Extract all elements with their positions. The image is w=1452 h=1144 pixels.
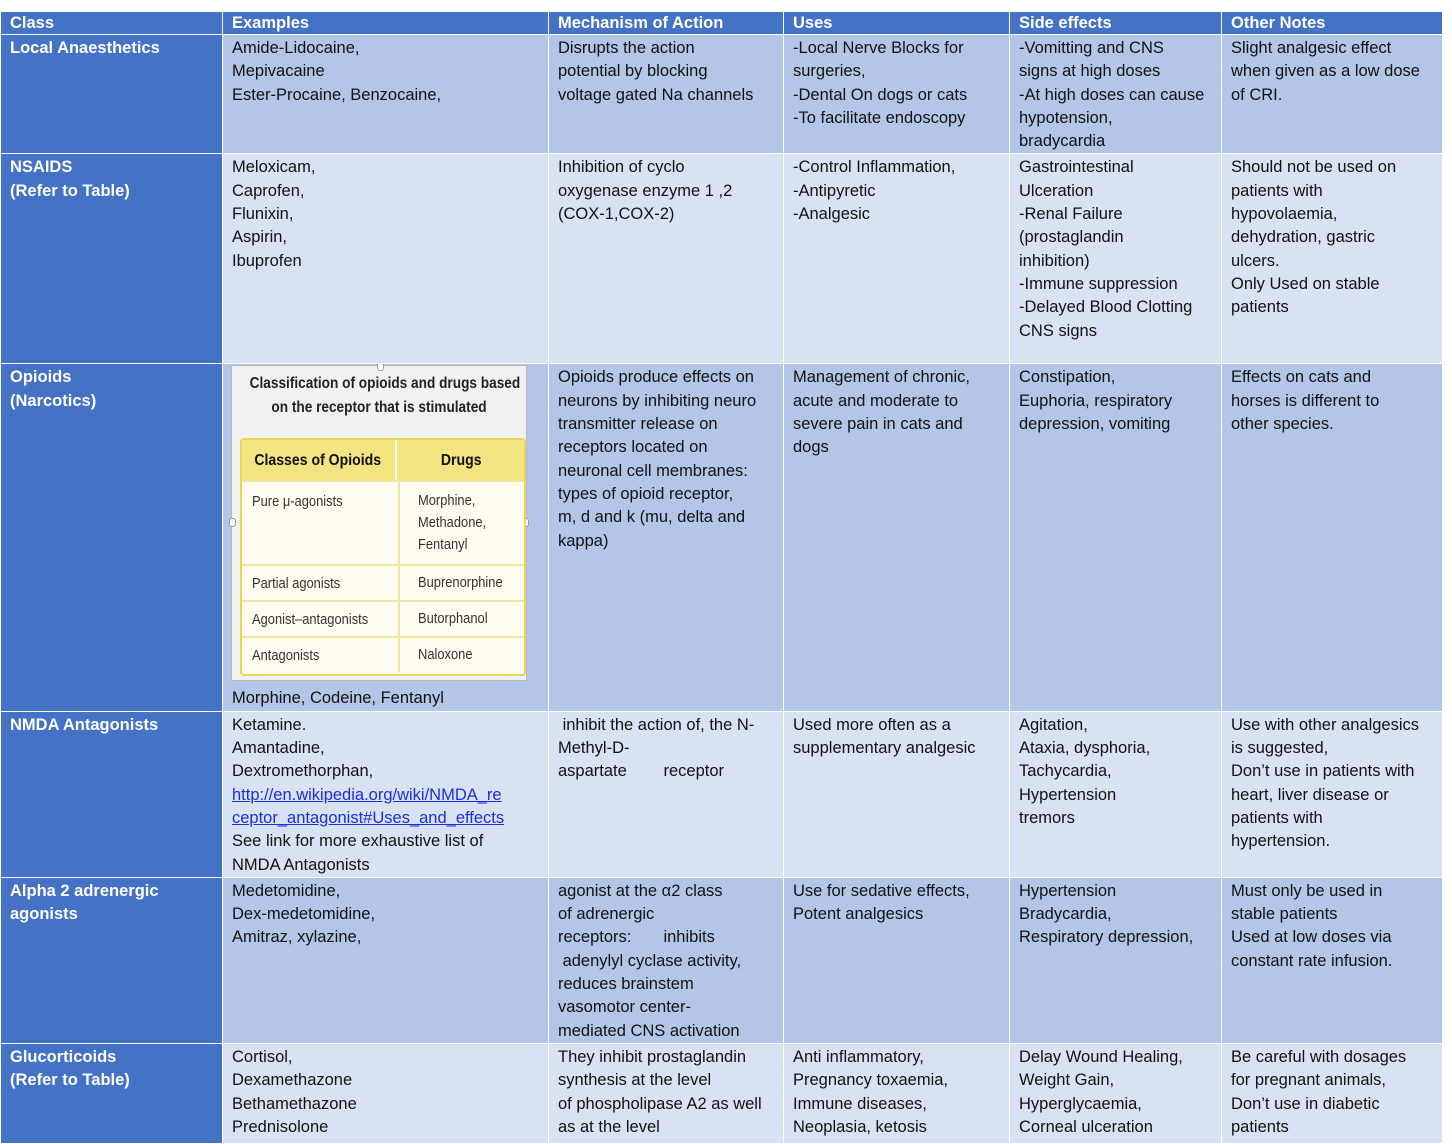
header-uses: Uses bbox=[784, 12, 1010, 35]
text-line: Use for sedative effects, bbox=[793, 881, 970, 900]
text-line: Disrupts the action bbox=[558, 39, 695, 57]
examples-text bbox=[232, 714, 539, 784]
text-line: Anti inflammatory, bbox=[793, 1047, 924, 1066]
figure-header: Classes of Opioids Drugs bbox=[242, 440, 524, 480]
table-row bbox=[1, 711, 1443, 877]
text-line: Pregnancy toxaemia, bbox=[793, 1071, 949, 1090]
text-line: Corneal ulceration bbox=[1019, 1117, 1153, 1136]
text-line: tremors bbox=[1019, 808, 1075, 827]
text-line: Hyperglycaemia, bbox=[1019, 1094, 1142, 1113]
uses-cell bbox=[784, 711, 1010, 877]
text-line: m, d and k (mu, delta and bbox=[558, 508, 746, 527]
class-cell bbox=[1, 711, 223, 877]
text-line: -Renal Failure bbox=[1019, 205, 1123, 224]
text-line: reduces brainstem bbox=[558, 975, 694, 994]
mechanism-cell bbox=[549, 711, 784, 877]
text-line: Must only be used in bbox=[1231, 881, 1383, 900]
text-line: Respiratory depression, bbox=[1019, 928, 1194, 947]
text-line: patients with bbox=[1231, 808, 1323, 827]
text-line: bradycardia bbox=[1019, 132, 1106, 151]
text-line: Effects on cats and bbox=[1231, 368, 1372, 387]
uses-cell bbox=[784, 35, 1010, 154]
drug-classes-table bbox=[0, 11, 1443, 1144]
figure-title: Classification of opioids and drugs based on the receptor that is stimulated bbox=[249, 375, 521, 417]
text-line: supplementary analgesic bbox=[793, 739, 976, 758]
opioid-classification-image bbox=[231, 365, 527, 681]
text-line: voltage gated Na channels bbox=[558, 85, 754, 104]
text-line: Use with other analgesics bbox=[1231, 715, 1420, 734]
table-row bbox=[1, 35, 1443, 154]
uses-cell bbox=[784, 1043, 1010, 1143]
text-line: -Delayed Blood Clotting bbox=[1019, 298, 1193, 317]
text-line: hypovolaemia, bbox=[1231, 205, 1338, 224]
text-line: kappa) bbox=[558, 531, 609, 550]
side-effects-cell bbox=[1010, 1043, 1222, 1143]
text-line: Aspirin, bbox=[232, 228, 288, 247]
text-line: -Antipyretic bbox=[793, 181, 876, 200]
examples-cell bbox=[223, 35, 549, 154]
text-line: patients bbox=[1231, 1117, 1289, 1136]
text-line: agonist at the α2 class bbox=[558, 881, 723, 900]
text-line: Alpha 2 adrenergic bbox=[10, 881, 159, 900]
text-line: -Vomitting and CNS bbox=[1019, 39, 1164, 57]
text-line: Delay Wound Healing, bbox=[1019, 1047, 1183, 1066]
figure-row: Antagonists Naloxone bbox=[242, 636, 524, 672]
text-line: oxygenase enzyme 1 ,2 bbox=[558, 181, 733, 200]
notes-cell bbox=[1222, 154, 1443, 364]
side-effects-cell bbox=[1010, 35, 1222, 154]
text-line: Ibuprofen bbox=[232, 251, 302, 270]
text-line: (prostaglandin bbox=[1019, 228, 1124, 247]
text-line: Methyl-D- bbox=[558, 739, 630, 758]
notes-cell bbox=[1222, 1043, 1443, 1143]
text-line: dehydration, gastric bbox=[1231, 228, 1375, 247]
text-line: other species. bbox=[1231, 415, 1334, 434]
text-line: -Control Inflammation, bbox=[793, 158, 956, 177]
class-cell bbox=[1, 1043, 223, 1143]
text-line: is suggested, bbox=[1231, 739, 1329, 758]
text-line: -Dental On dogs or cats bbox=[793, 85, 968, 104]
text-line: Agitation, bbox=[1019, 715, 1088, 734]
wikipedia-link-line-1[interactable]: http://en.wikipedia.org/wiki/NMDA_re bbox=[232, 785, 502, 804]
text-line: as at the level bbox=[558, 1117, 660, 1136]
text-line: inhibition) bbox=[1019, 251, 1090, 270]
wikipedia-link-line-2[interactable]: ceptor_antagonist#Uses_and_effects bbox=[232, 808, 505, 827]
text-line: Caprofen, bbox=[232, 181, 305, 200]
figure-row: Partial agonists Buprenorphine bbox=[242, 564, 524, 600]
side-effects-cell bbox=[1010, 154, 1222, 364]
text-line: Amantadine, bbox=[232, 739, 325, 758]
text-line: synthesis at the level bbox=[558, 1071, 712, 1090]
text-line: Glucorticoids bbox=[10, 1047, 117, 1066]
examples-cell bbox=[223, 1043, 549, 1143]
header-row bbox=[1, 12, 1443, 35]
text-line: NMDA Antagonists bbox=[232, 855, 370, 874]
examples-text bbox=[232, 687, 539, 710]
text-line: Gastrointestinal bbox=[1019, 158, 1134, 177]
mechanism-cell bbox=[549, 1043, 784, 1143]
text-line: of CRI. bbox=[1231, 85, 1283, 104]
text-line: Dex-medetomidine, bbox=[232, 905, 376, 924]
text-line: Constipation, bbox=[1019, 368, 1116, 387]
text-line: Be careful with dosages bbox=[1231, 1047, 1407, 1066]
notes-cell bbox=[1222, 877, 1443, 1043]
examples-cell bbox=[223, 364, 549, 711]
text-line: -At high doses can cause bbox=[1019, 85, 1205, 104]
text-line: -To facilitate endoscopy bbox=[793, 108, 966, 127]
text-line: -Analgesic bbox=[793, 205, 871, 224]
side-effects-cell bbox=[1010, 711, 1222, 877]
text-line: potential by blocking bbox=[558, 62, 708, 81]
text-line: neuronal cell membranes: bbox=[558, 461, 748, 480]
text-line: Local Anaesthetics bbox=[10, 39, 160, 57]
text-line: types of opioid receptor, bbox=[558, 484, 734, 503]
text-line: Management of chronic, bbox=[793, 368, 971, 387]
side-effects-cell bbox=[1010, 877, 1222, 1043]
text-line: stable patients bbox=[1231, 905, 1338, 924]
text-line: vasomotor center- bbox=[558, 998, 691, 1017]
text-line: Ester-Procaine, Benzocaine, bbox=[232, 85, 442, 104]
side-effects-cell bbox=[1010, 364, 1222, 711]
text-line: Euphoria, respiratory bbox=[1019, 391, 1173, 410]
text-line: receptors located on bbox=[558, 438, 708, 457]
text-line: Amitraz, xylazine, bbox=[232, 928, 362, 947]
text-line: Opioids bbox=[10, 368, 72, 387]
text-line: Bethamethazone bbox=[232, 1094, 357, 1113]
text-line: CNS signs bbox=[1019, 321, 1097, 340]
text-line: Opioids produce effects on bbox=[558, 368, 754, 387]
text-line: Slight analgesic effect bbox=[1231, 39, 1392, 57]
uses-cell bbox=[784, 364, 1010, 711]
text-line: Only Used on stable bbox=[1231, 274, 1380, 293]
text-line: Dexamethazone bbox=[232, 1071, 353, 1090]
text-line: Dextromethorphan, bbox=[232, 762, 374, 781]
text-line: adenylyl cyclase activity, bbox=[558, 951, 742, 970]
text-line: NSAIDS bbox=[10, 158, 73, 177]
table-row bbox=[1, 1043, 1443, 1143]
text-line: Bradycardia, bbox=[1019, 905, 1112, 924]
text-line: Mepivacaine bbox=[232, 62, 325, 81]
table-row bbox=[1, 154, 1443, 364]
text-line: Prednisolone bbox=[232, 1117, 329, 1136]
text-line: of phospholipase A2 as well bbox=[558, 1094, 762, 1113]
header-side-effects: Side effects bbox=[1010, 12, 1222, 35]
text-line: severe pain in cats and bbox=[793, 415, 963, 434]
text-line: Ulceration bbox=[1019, 181, 1094, 200]
text-line: See link for more exhaustive list of bbox=[232, 832, 484, 851]
text-line: -Local Nerve Blocks for bbox=[793, 39, 964, 57]
text-line: Used at low doses via bbox=[1231, 928, 1392, 947]
text-line: dogs bbox=[793, 438, 829, 457]
text-line: Neoplasia, ketosis bbox=[793, 1117, 927, 1136]
text-line: aspartate receptor bbox=[558, 762, 724, 781]
text-line: Weight Gain, bbox=[1019, 1071, 1115, 1090]
text-line: Hypertension bbox=[1019, 785, 1117, 804]
text-line: patients with bbox=[1231, 181, 1323, 200]
text-line: acute and moderate to bbox=[793, 391, 959, 410]
notes-cell bbox=[1222, 711, 1443, 877]
text-line: depression, vomiting bbox=[1019, 415, 1171, 434]
text-line: hypotension, bbox=[1019, 108, 1113, 127]
text-line: (Narcotics) bbox=[10, 391, 97, 410]
class-cell bbox=[1, 35, 223, 154]
text-line: ulcers. bbox=[1231, 251, 1280, 270]
text-line: (Refer to Table) bbox=[10, 181, 130, 200]
text-line: Ketamine. bbox=[232, 715, 307, 734]
text-line: (COX-1,COX-2) bbox=[558, 205, 675, 224]
text-line: horses is different to bbox=[1231, 391, 1380, 410]
text-line: Used more often as a bbox=[793, 715, 951, 734]
figure-row: Pure μ-agonists Morphine, Methadone, Fentanyl bbox=[242, 480, 524, 564]
mechanism-cell bbox=[549, 364, 784, 711]
header-class: Class bbox=[1, 12, 223, 35]
text-line: They inhibit prostaglandin bbox=[558, 1047, 747, 1066]
class-cell bbox=[1, 877, 223, 1043]
text-line: of adrenergic bbox=[558, 905, 655, 924]
uses-cell bbox=[784, 154, 1010, 364]
examples-text bbox=[232, 830, 539, 877]
text-line: (Refer to Table) bbox=[10, 1071, 130, 1090]
mechanism-cell bbox=[549, 35, 784, 154]
text-line: signs at high doses bbox=[1019, 62, 1161, 81]
header-other-notes: Other Notes bbox=[1222, 12, 1443, 35]
text-line: Tachycardia, bbox=[1019, 762, 1112, 781]
uses-cell bbox=[784, 877, 1010, 1043]
examples-cell bbox=[223, 877, 549, 1043]
text-line: receptors: inhibits bbox=[558, 928, 715, 947]
text-line: hypertension. bbox=[1231, 832, 1331, 851]
text-line: NMDA Antagonists bbox=[10, 715, 159, 734]
text-line: Inhibition of cyclo bbox=[558, 158, 685, 177]
figure-row: Agonist–antagonists Butorphanol bbox=[242, 600, 524, 636]
class-cell bbox=[1, 364, 223, 711]
text-line: inhibit the action of, the N- bbox=[558, 715, 755, 734]
text-line: Ataxia, dysphoria, bbox=[1019, 739, 1151, 758]
table-row bbox=[1, 877, 1443, 1043]
text-line: neurons by inhibiting neuro bbox=[558, 391, 757, 410]
notes-cell bbox=[1222, 364, 1443, 711]
wikipedia-link[interactable] bbox=[232, 784, 539, 831]
header-examples: Examples bbox=[223, 12, 549, 35]
text-line: Don’t use in diabetic bbox=[1231, 1094, 1380, 1113]
examples-cell bbox=[223, 711, 549, 877]
class-cell bbox=[1, 154, 223, 364]
notes-cell bbox=[1222, 35, 1443, 154]
examples-cell bbox=[223, 154, 549, 364]
text-line: Hypertension bbox=[1019, 881, 1117, 900]
text-line: for pregnant animals, bbox=[1231, 1071, 1387, 1090]
text-line: transmitter release on bbox=[558, 415, 718, 434]
text-line: when given as a low dose bbox=[1231, 62, 1420, 81]
text-line: patients bbox=[1231, 298, 1289, 317]
table-row bbox=[1, 364, 1443, 711]
text-line: Amide-Lidocaine, bbox=[232, 39, 360, 57]
text-line: constant rate infusion. bbox=[1231, 951, 1393, 970]
text-line: Don’t use in patients with bbox=[1231, 762, 1415, 781]
text-line: Should not be used on bbox=[1231, 158, 1397, 177]
text-line: Potent analgesics bbox=[793, 905, 924, 924]
text-line: surgeries, bbox=[793, 62, 866, 81]
mechanism-cell bbox=[549, 877, 784, 1043]
text-line: Cortisol, bbox=[232, 1047, 293, 1066]
text-line: Morphine, Codeine, Fentanyl bbox=[232, 689, 444, 708]
text-line: mediated CNS activation bbox=[558, 1021, 740, 1040]
text-line: -Immune suppression bbox=[1019, 274, 1178, 293]
figure-table bbox=[240, 438, 526, 676]
mechanism-cell bbox=[549, 154, 784, 364]
text-line: agonists bbox=[10, 905, 78, 924]
text-line: Medetomidine, bbox=[232, 881, 341, 900]
text-line: Flunixin, bbox=[232, 205, 294, 224]
text-line: heart, liver disease or bbox=[1231, 785, 1389, 804]
header-mechanism: Mechanism of Action bbox=[549, 12, 784, 35]
text-line: Immune diseases, bbox=[793, 1094, 927, 1113]
text-line: Meloxicam, bbox=[232, 158, 316, 177]
